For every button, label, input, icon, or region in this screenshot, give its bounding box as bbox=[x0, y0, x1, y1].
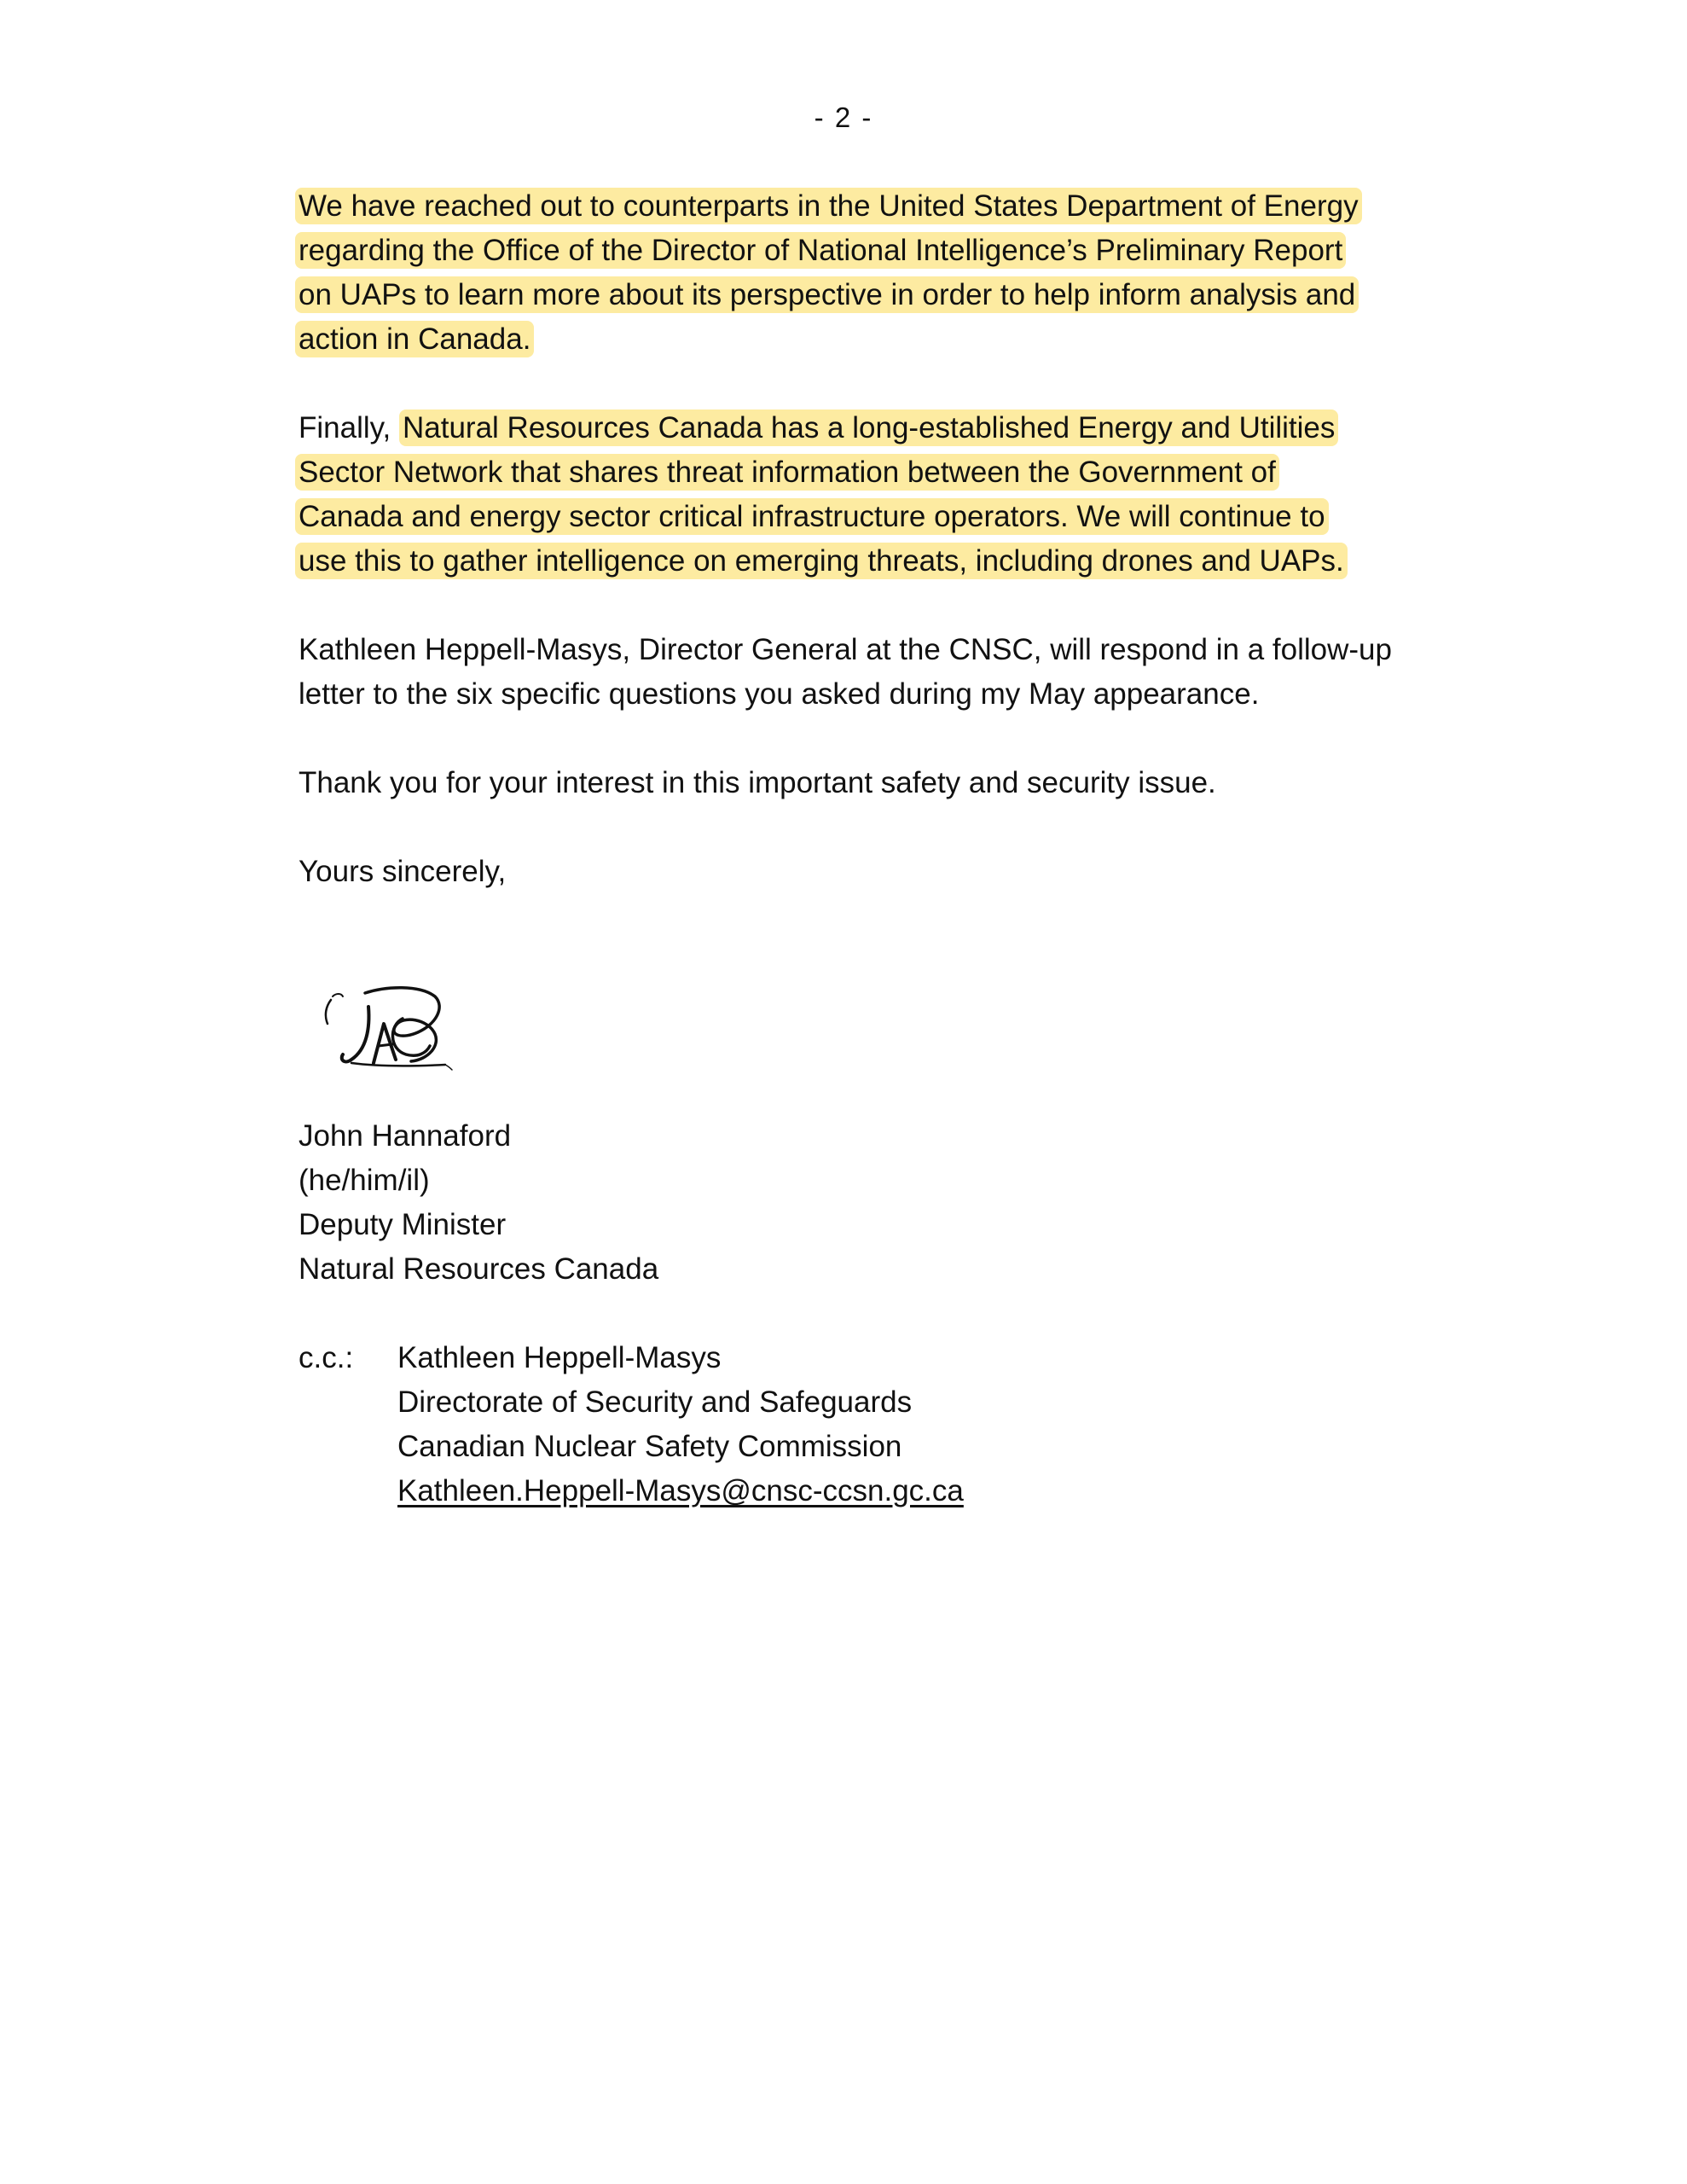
paragraph-3-line-2: letter to the six specific questions you asked during my May appearance. bbox=[299, 677, 1260, 711]
signatory-department: Natural Resources Canada bbox=[299, 1252, 659, 1286]
cc-organization: Canadian Nuclear Safety Commission bbox=[397, 1430, 902, 1463]
cc-email-row bbox=[397, 1472, 964, 1510]
paragraph-1-line-4 bbox=[299, 321, 534, 358]
paragraph-1-line-3 bbox=[299, 276, 1359, 314]
highlighted-text: action in Canada. bbox=[295, 321, 534, 357]
paragraph-1-line-2 bbox=[299, 232, 1346, 270]
signatory-pronouns: (he/him/il) bbox=[299, 1164, 430, 1197]
signatory-title: Deputy Minister bbox=[299, 1208, 507, 1241]
paragraph-2-line-2 bbox=[299, 454, 1279, 491]
cc-email-link[interactable]: Kathleen.Heppell-Masys@cnsc-ccsn.gc.ca bbox=[397, 1474, 964, 1507]
highlighted-text: Sector Network that shares threat information between the Government of bbox=[295, 454, 1279, 491]
cc-directorate: Directorate of Security and Safeguards bbox=[397, 1385, 913, 1419]
closing: Yours sincerely, bbox=[299, 855, 507, 888]
highlighted-text: use this to gather intelligence on emerging threats, including drones and UAPs. bbox=[295, 543, 1348, 579]
signatory-name: John Hannaford bbox=[299, 1119, 512, 1153]
highlighted-text: We have reached out to counterparts in the United States Department of Energy bbox=[295, 188, 1362, 224]
paragraph-2-line-3 bbox=[299, 498, 1329, 536]
paragraph-3-line-1: Kathleen Heppell-Masys, Director General at the CNSC, will respond in a follow-up bbox=[299, 633, 1392, 666]
highlighted-text: Natural Resources Canada has a long-established Energy and Utilities bbox=[399, 410, 1338, 446]
cc-name: Kathleen Heppell-Masys bbox=[397, 1341, 722, 1374]
paragraph-1-line-1 bbox=[299, 188, 1362, 225]
page-number: - 2 - bbox=[814, 102, 873, 133]
paragraph-2-line-1 bbox=[299, 410, 1338, 447]
highlighted-text: regarding the Office of the Director of National Intelligence’s Preliminary Report bbox=[295, 232, 1346, 269]
cc-label: c.c.: bbox=[299, 1341, 354, 1374]
paragraph-2-line-4 bbox=[299, 543, 1348, 580]
highlighted-text: on UAPs to learn more about its perspective in order to help inform analysis and bbox=[295, 276, 1359, 313]
highlighted-text: Canada and energy sector critical infrastructure operators. We will continue to bbox=[295, 498, 1329, 535]
handwritten-signature bbox=[317, 981, 471, 1083]
paragraph-4: Thank you for your interest in this important safety and security issue. bbox=[299, 766, 1216, 799]
paragraph-2-lead: Finally, bbox=[299, 411, 391, 444]
